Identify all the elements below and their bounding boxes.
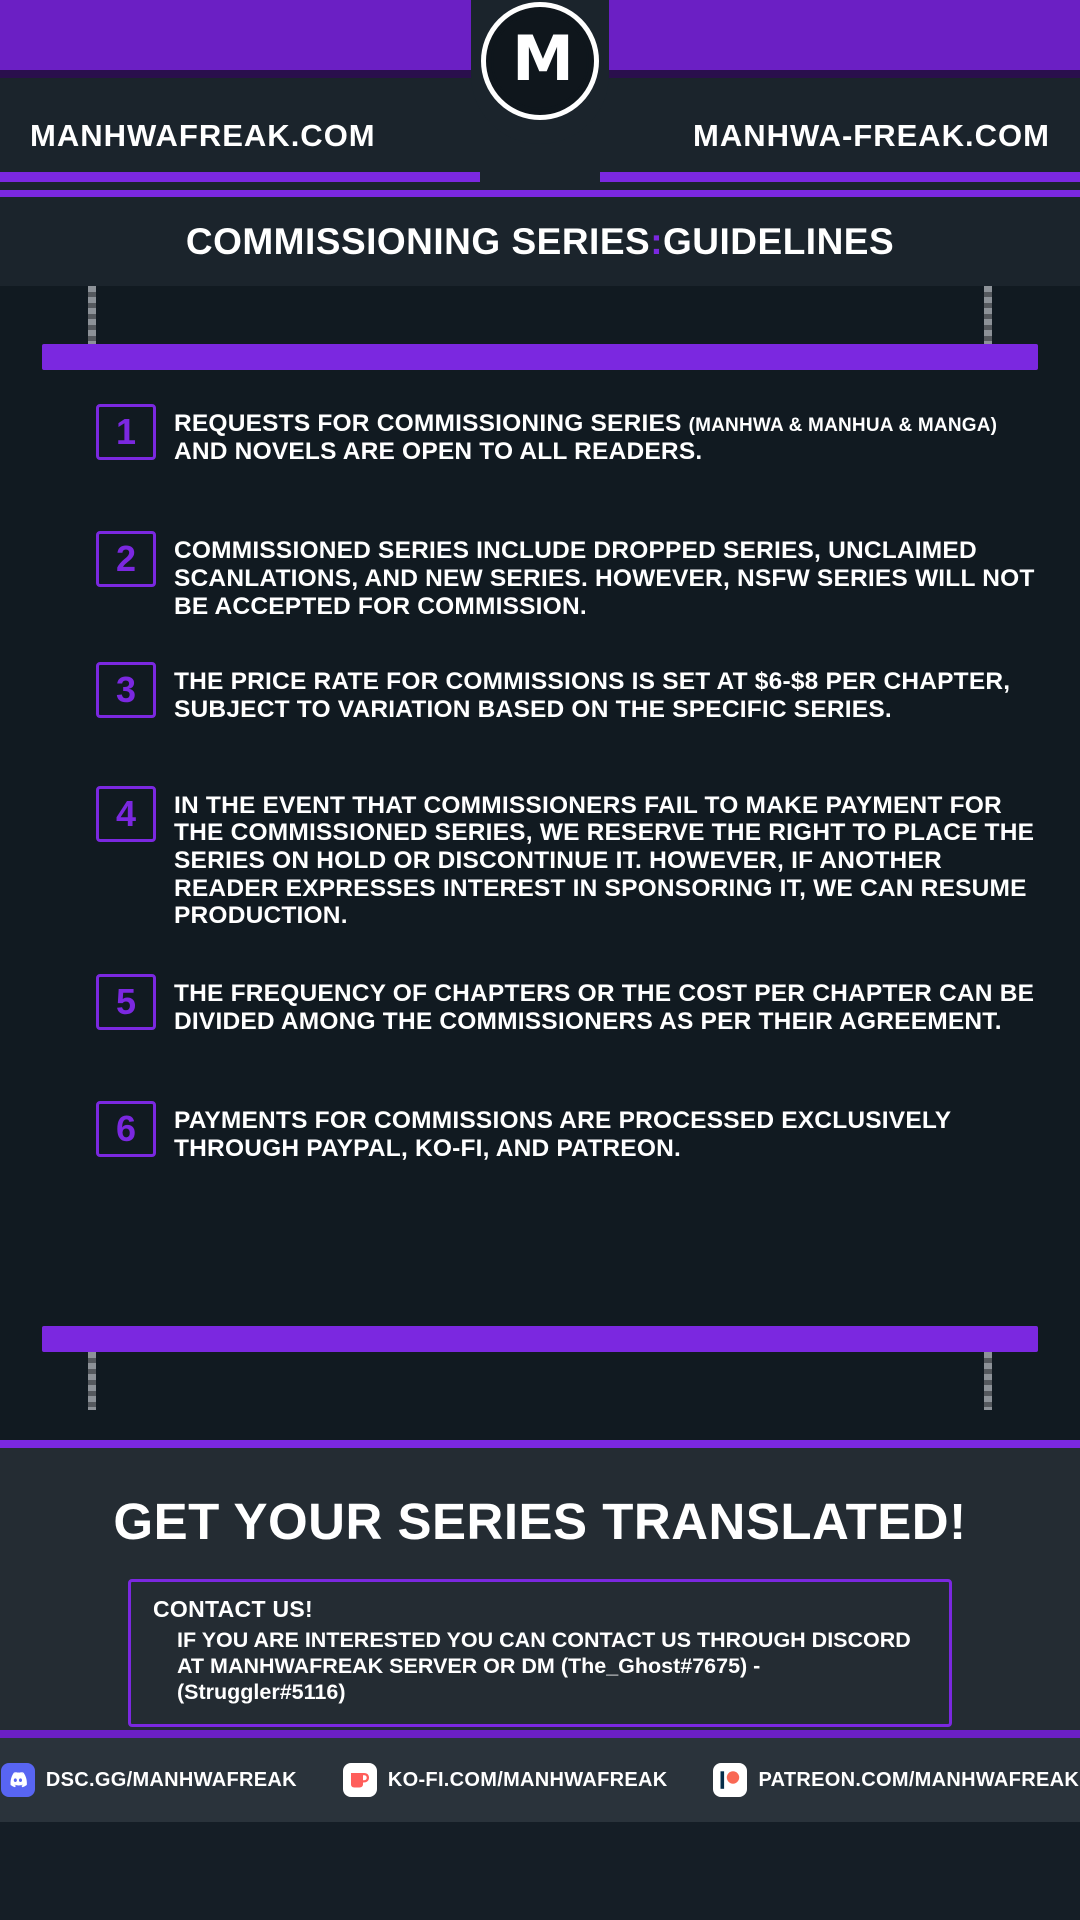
logo-letter: M [512, 22, 568, 95]
page-header [0, 0, 1080, 190]
header-accent-bar-left [0, 172, 480, 182]
social-label: DSC.GG/MANHWAFREAK [45, 1768, 297, 1791]
page-title-separator: : [650, 220, 664, 262]
social-link-discord[interactable] [1, 1763, 297, 1797]
contact-box [128, 1579, 952, 1727]
list-item [0, 786, 1080, 930]
rule-text-part: AND NOVELS ARE OPEN TO ALL READERS. [174, 437, 703, 465]
rule-number-badge: 6 [96, 1101, 156, 1157]
social-link-kofi[interactable] [343, 1763, 668, 1797]
rule-text-part: REQUESTS FOR COMMISSIONING SERIES [174, 410, 689, 437]
social-link-patreon[interactable] [713, 1763, 1079, 1797]
chain-left-top-icon [88, 286, 96, 344]
header-accent-bar-right [600, 172, 1080, 182]
rule-text: THE FREQUENCY OF CHAPTERS OR THE COST PER CHAPTER CAN BE DIVIDED AMONG THE COMMISSIONERS AS PER THEIR AGREEMENT. [174, 980, 1035, 1035]
rule-text-part-small: (MANHWA & MANHUA & MANGA) [688, 415, 998, 436]
patreon-icon [713, 1763, 747, 1797]
title-band [0, 190, 1080, 286]
discord-icon [1, 1763, 35, 1797]
rule-text [174, 404, 1040, 465]
contact-heading: CONTACT US! [153, 1596, 314, 1622]
page-title-sub: GUIDELINES [663, 220, 895, 262]
page-title [186, 221, 894, 263]
list-item [0, 662, 1080, 723]
list-item [0, 404, 1080, 465]
rule-text: THE PRICE RATE FOR COMMISSIONS IS SET AT $6-$8 PER CHAPTER, SUBJECT TO VARIATION BASED ON THE SPECIFIC SERIES. [174, 668, 1011, 724]
list-item [0, 531, 1080, 620]
manhwafreak-logo-icon [481, 2, 599, 120]
logo-container [471, 0, 609, 144]
rule-text: COMMISSIONED SERIES INCLUDE DROPPED SERIES, UNCLAIMED SCANLATIONS, AND NEW SERIES. HOWEVER, NSFW SERIES WILL NOT BE ACCEPTED FOR COMMISSION. [174, 537, 1035, 620]
guidelines-list [0, 404, 1080, 1189]
site-name-left: MANHWAFREAK.COM [30, 118, 376, 153]
hanging-bar-top [42, 344, 1038, 370]
rule-text: PAYMENTS FOR COMMISSIONS ARE PROCESSED EXCLUSIVELY THROUGH PAYPAL, KO-FI, AND PATREON. [174, 1107, 951, 1163]
guidelines-body [0, 286, 1080, 1440]
list-item [0, 1101, 1080, 1162]
cta-title: GET YOUR SERIES TRANSLATED! [113, 1493, 967, 1550]
kofi-icon [343, 1763, 377, 1797]
social-bar [0, 1730, 1080, 1822]
rule-number-badge: 2 [96, 531, 156, 587]
social-label: PATREON.COM/MANHWAFREAK [758, 1768, 1080, 1791]
list-item [0, 974, 1080, 1035]
rule-text: IN THE EVENT THAT COMMISSIONERS FAIL TO MAKE PAYMENT FOR THE COMMISSIONED SERIES, WE RESERVE THE RIGHT TO PLACE THE SERIES ON HOLD OR DISCONTINUE IT. HOWEVER, IF ANOTHER READER EXPRESSES INTEREST IN SPONSORING IT, WE CAN RESUME PRODUCTION. [174, 791, 1035, 930]
site-name-right: MANHWA-FREAK.COM [693, 118, 1050, 153]
chain-right-top-icon [984, 286, 992, 344]
chain-left-bottom-icon [88, 1352, 96, 1410]
contact-details: IF YOU ARE INTERESTED YOU CAN CONTACT US THROUGH DISCORD AT MANHWAFREAK SERVER OR DM (The_Ghost#7675) - (Struggler#5116) [177, 1628, 911, 1705]
hanging-bar-bottom [42, 1326, 1038, 1352]
chain-right-bottom-icon [984, 1352, 992, 1410]
rule-number-badge: 1 [96, 404, 156, 460]
rule-number-badge: 5 [96, 974, 156, 1030]
cta-section [0, 1440, 1080, 1730]
rule-number-badge: 4 [96, 786, 156, 842]
page-title-main: COMMISSIONING SERIES [185, 220, 651, 262]
social-label: KO-FI.COM/MANHWAFREAK [387, 1768, 668, 1791]
rule-number-badge: 3 [96, 662, 156, 718]
